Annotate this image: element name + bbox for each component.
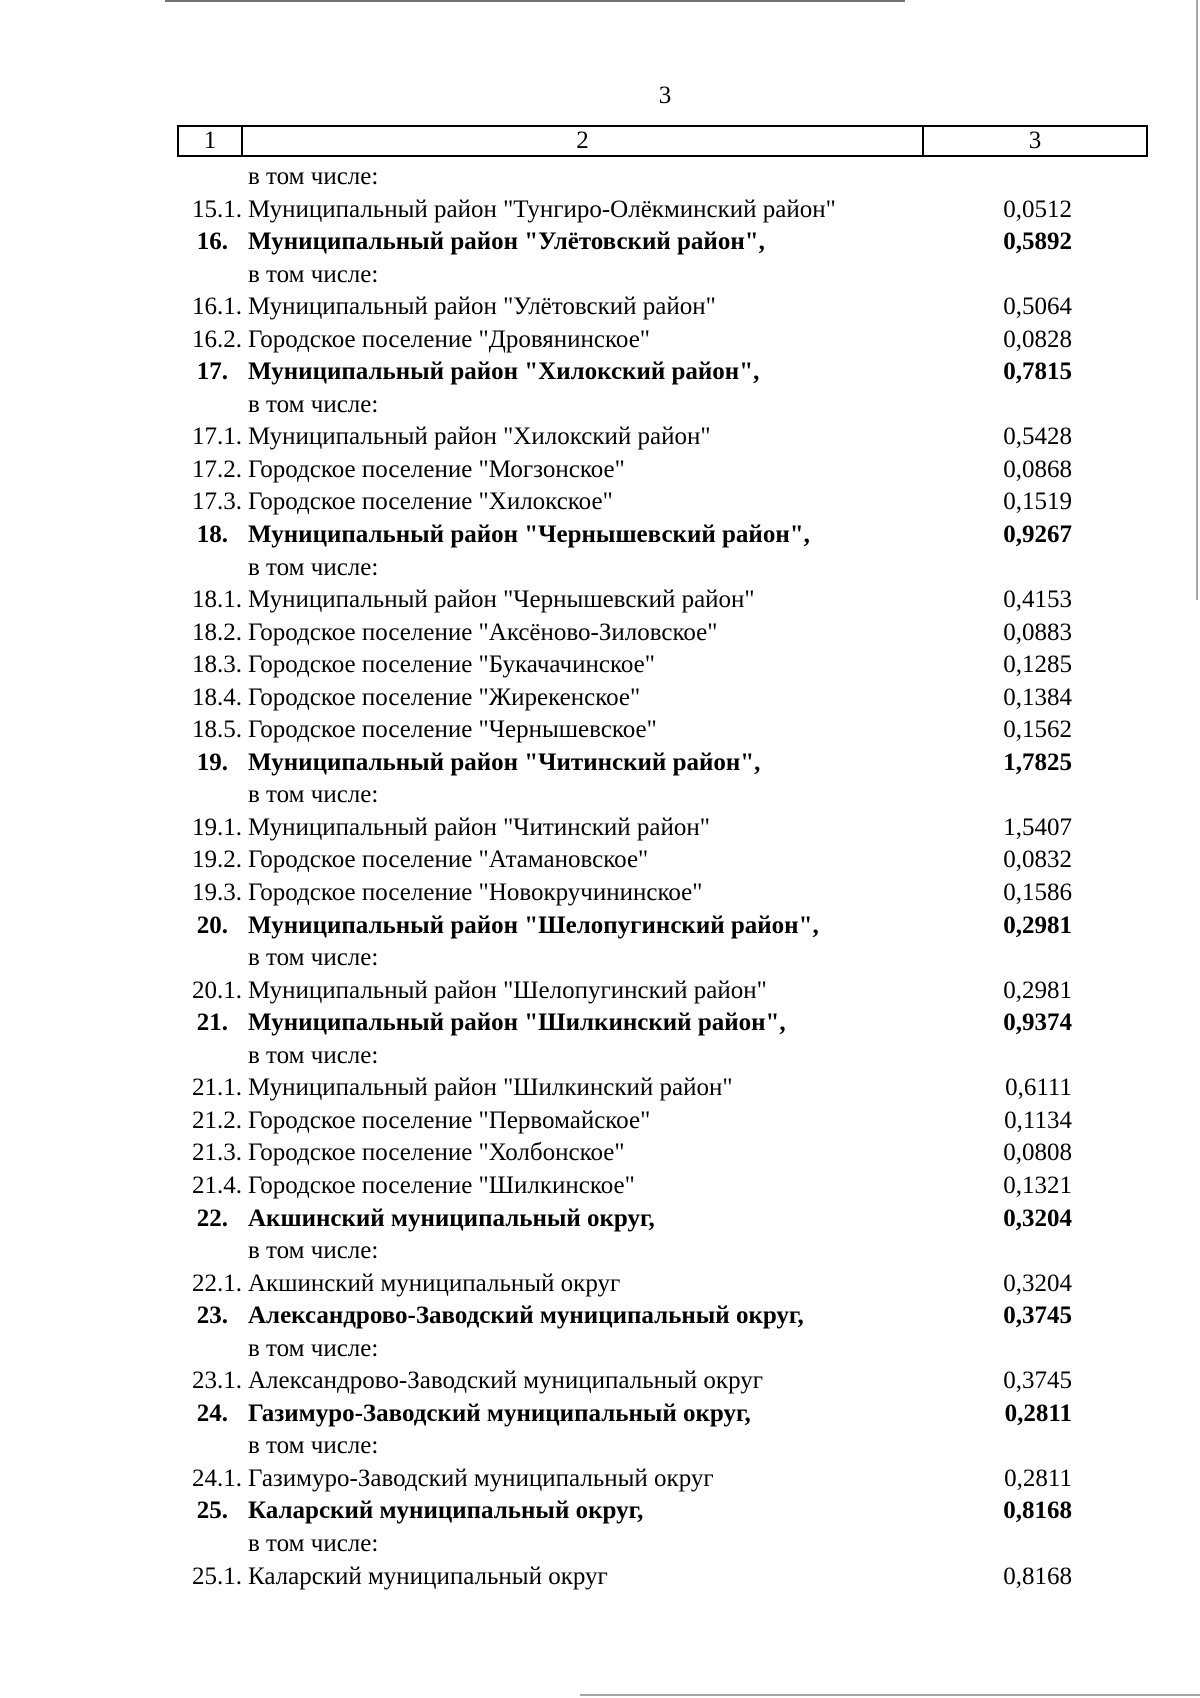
table-row: [0, 1430, 1200, 1463]
row-number: 17.3.: [192, 488, 242, 516]
row-label: в том числе:: [248, 390, 379, 418]
table-row: [0, 844, 1200, 877]
row-label: Газимуро-Заводский муниципальный округ: [248, 1464, 714, 1492]
table-row: [0, 552, 1200, 585]
table-row: [0, 161, 1200, 194]
table-row: [0, 421, 1200, 454]
table-row: [0, 649, 1200, 682]
table-row: [0, 1007, 1200, 1040]
scan-edge-bottom: [580, 1694, 1200, 1696]
row-number: 22.1.: [192, 1269, 242, 1297]
row-value: 0,1384: [1003, 683, 1072, 711]
row-number: 16.2.: [192, 325, 242, 353]
row-label: Городское поселение "Букачачинское": [248, 651, 655, 679]
row-label: Городское поселение "Дровянинское": [248, 325, 651, 353]
header-col-3: 3: [1028, 127, 1042, 154]
row-value: 0,0883: [1003, 618, 1072, 646]
row-value: 0,0832: [1003, 846, 1072, 874]
row-value: 0,0512: [1003, 195, 1072, 223]
row-number: 16.: [196, 228, 228, 256]
row-value: 0,0828: [1003, 325, 1072, 353]
row-label: Муниципальный район "Улётовский район": [248, 293, 716, 321]
row-label: в том числе:: [248, 260, 379, 288]
row-number: 15.1.: [192, 195, 242, 223]
table-row: [0, 1203, 1200, 1236]
table-row: [0, 1528, 1200, 1561]
row-label: Муниципальный район "Хилокский район": [248, 423, 711, 451]
row-label: в том числе:: [248, 1529, 379, 1557]
scan-edge-top: [165, 0, 905, 2]
table-row: [0, 486, 1200, 519]
table-row: [0, 714, 1200, 747]
row-value: 0,3204: [1003, 1204, 1072, 1232]
table-row: [0, 259, 1200, 292]
row-number: 25.: [196, 1497, 228, 1525]
table-row: [0, 1561, 1200, 1594]
table-row: [0, 1333, 1200, 1366]
row-value: 0,1285: [1003, 651, 1072, 679]
row-value: 0,1562: [1003, 716, 1072, 744]
table-row: [0, 1300, 1200, 1333]
table-row: [0, 194, 1200, 227]
table-row: [0, 975, 1200, 1008]
table-row: [0, 812, 1200, 845]
row-label: Городское поселение "Первомайское": [248, 1106, 651, 1134]
row-label: Газимуро-Заводский муниципальный округ,: [248, 1399, 751, 1427]
row-label: в том числе:: [248, 1237, 379, 1265]
row-value: 1,5407: [1003, 813, 1072, 841]
row-value: 0,5892: [1003, 228, 1072, 256]
row-value: 0,0808: [1003, 1139, 1072, 1167]
row-label: Городское поселение "Шилкинское": [248, 1171, 635, 1199]
table-row: [0, 356, 1200, 389]
row-label: в том числе:: [248, 553, 379, 581]
row-value: 0,8168: [1003, 1562, 1072, 1590]
row-number: 19.: [196, 748, 228, 776]
table-body: [0, 161, 1200, 1593]
table-row: [0, 1398, 1200, 1431]
row-number: 23.1.: [192, 1367, 242, 1395]
row-label: Муниципальный район "Шелопугинский район",: [248, 911, 819, 939]
row-value: 0,1134: [1004, 1106, 1072, 1134]
row-number: 21.4.: [192, 1171, 242, 1199]
row-number: 23.: [196, 1302, 228, 1330]
row-label: Муниципальный район "Читинский район",: [248, 748, 761, 776]
row-value: 0,2811: [1004, 1399, 1072, 1427]
row-number: 24.: [196, 1399, 228, 1427]
row-label: Каларский муниципальный округ: [248, 1562, 608, 1590]
table-row: [0, 1495, 1200, 1528]
table-row: [0, 1235, 1200, 1268]
table-row: [0, 1463, 1200, 1496]
row-label: Александрово-Заводский муниципальный округ,: [248, 1302, 804, 1330]
row-number: 17.: [196, 358, 228, 386]
table-row: [0, 291, 1200, 324]
row-value: 0,6111: [1005, 1074, 1072, 1102]
table-row: [0, 1040, 1200, 1073]
row-label: Муниципальный район "Чернышевский район",: [248, 521, 810, 549]
header-col-2: 2: [243, 127, 924, 155]
row-label: в том числе:: [248, 1041, 379, 1069]
row-label: Каларский муниципальный округ,: [248, 1497, 644, 1525]
table-row: [0, 389, 1200, 422]
table-row: [0, 1105, 1200, 1138]
table-row: [0, 584, 1200, 617]
table-row: [0, 324, 1200, 357]
row-number: 18.: [196, 521, 228, 549]
table-row: [0, 226, 1200, 259]
row-label: Городское поселение "Аксёново-Зиловское": [248, 618, 718, 646]
row-label: Муниципальный район "Шилкинский район",: [248, 1009, 786, 1037]
table-row: [0, 1137, 1200, 1170]
row-number: 21.: [196, 1009, 228, 1037]
row-value: 0,0868: [1003, 455, 1072, 483]
table-row: [0, 617, 1200, 650]
row-label: в том числе:: [248, 1432, 379, 1460]
row-number: 20.1.: [192, 976, 242, 1004]
row-value: 0,3204: [1003, 1269, 1072, 1297]
row-label: Муниципальный район "Чернышевский район": [248, 586, 755, 614]
row-label: Городское поселение "Чернышевское": [248, 716, 657, 744]
table-row: [0, 877, 1200, 910]
row-value: 0,7815: [1003, 358, 1072, 386]
table-row: [0, 942, 1200, 975]
row-label: в том числе:: [248, 781, 379, 809]
row-number: 17.1.: [192, 423, 242, 451]
table-row: [0, 1365, 1200, 1398]
row-label: Муниципальный район "Читинский район": [248, 813, 710, 841]
row-number: 19.3.: [192, 879, 242, 907]
row-number: 18.5.: [192, 716, 242, 744]
row-number: 21.1.: [192, 1074, 242, 1102]
table-row: [0, 682, 1200, 715]
row-number: 19.2.: [192, 846, 242, 874]
row-label: Городское поселение "Холбонское": [248, 1139, 625, 1167]
row-number: 17.2.: [192, 455, 242, 483]
row-value: 0,1321: [1003, 1171, 1072, 1199]
row-label: Акшинский муниципальный округ: [248, 1269, 621, 1297]
row-label: в том числе:: [248, 944, 379, 972]
table-row: [0, 779, 1200, 812]
row-value: 0,9267: [1003, 521, 1072, 549]
row-label: Акшинский муниципальный округ,: [248, 1204, 655, 1232]
row-value: 0,5428: [1003, 423, 1072, 451]
header-col-1: 1: [179, 127, 243, 155]
row-number: 20.: [196, 911, 228, 939]
row-number: 22.: [196, 1204, 228, 1232]
row-label: Александрово-Заводский муниципальный округ: [248, 1367, 763, 1395]
row-label: Городское поселение "Хилокское": [248, 488, 613, 516]
row-number: 21.3.: [192, 1139, 242, 1167]
table-row: [0, 519, 1200, 552]
table-row: [0, 1072, 1200, 1105]
row-value: 0,3745: [1003, 1302, 1072, 1330]
table-row: [0, 1170, 1200, 1203]
row-number: 18.3.: [192, 651, 242, 679]
row-number: 25.1.: [192, 1562, 242, 1590]
table-row: [0, 747, 1200, 780]
row-value: 0,5064: [1003, 293, 1072, 321]
row-value: 0,3745: [1003, 1367, 1072, 1395]
row-label: Муниципальный район "Шелопугинский район": [248, 976, 767, 1004]
row-label: Городское поселение "Новокручининское": [248, 879, 703, 907]
row-label: Муниципальный район "Шилкинский район": [248, 1074, 733, 1102]
row-number: 21.2.: [192, 1106, 242, 1134]
page-number: 3: [658, 82, 672, 109]
row-label: Муниципальный район "Тунгиро-Олёкминский район": [248, 195, 836, 223]
row-value: 1,7825: [1003, 748, 1072, 776]
row-number: 18.1.: [192, 586, 242, 614]
row-number: 18.2.: [192, 618, 242, 646]
row-value: 0,9374: [1003, 1009, 1072, 1037]
row-label: Городское поселение "Атамановское": [248, 846, 649, 874]
table-header: [177, 125, 1148, 157]
row-label: Городское поселение "Могзонское": [248, 455, 625, 483]
row-value: 0,1586: [1003, 879, 1072, 907]
table-row: [0, 910, 1200, 943]
row-label: в том числе:: [248, 163, 379, 190]
row-value: 0,1519: [1003, 488, 1072, 516]
row-value: 0,2811: [1004, 1464, 1072, 1492]
row-number: 19.1.: [192, 813, 242, 841]
row-label: Муниципальный район "Хилокский район",: [248, 358, 760, 386]
row-value: 0,4153: [1003, 586, 1072, 614]
row-label: в том числе:: [248, 1334, 379, 1362]
row-number: 16.1.: [192, 293, 242, 321]
row-value: 0,2981: [1003, 976, 1072, 1004]
row-number: 18.4.: [192, 683, 242, 711]
table-row: [0, 454, 1200, 487]
row-label: Муниципальный район "Улётовский район",: [248, 228, 765, 256]
row-label: Городское поселение "Жирекенское": [248, 683, 641, 711]
row-number: 24.1.: [192, 1464, 242, 1492]
row-value: 0,8168: [1003, 1497, 1072, 1525]
table-row: [0, 1268, 1200, 1301]
row-value: 0,2981: [1003, 911, 1072, 939]
